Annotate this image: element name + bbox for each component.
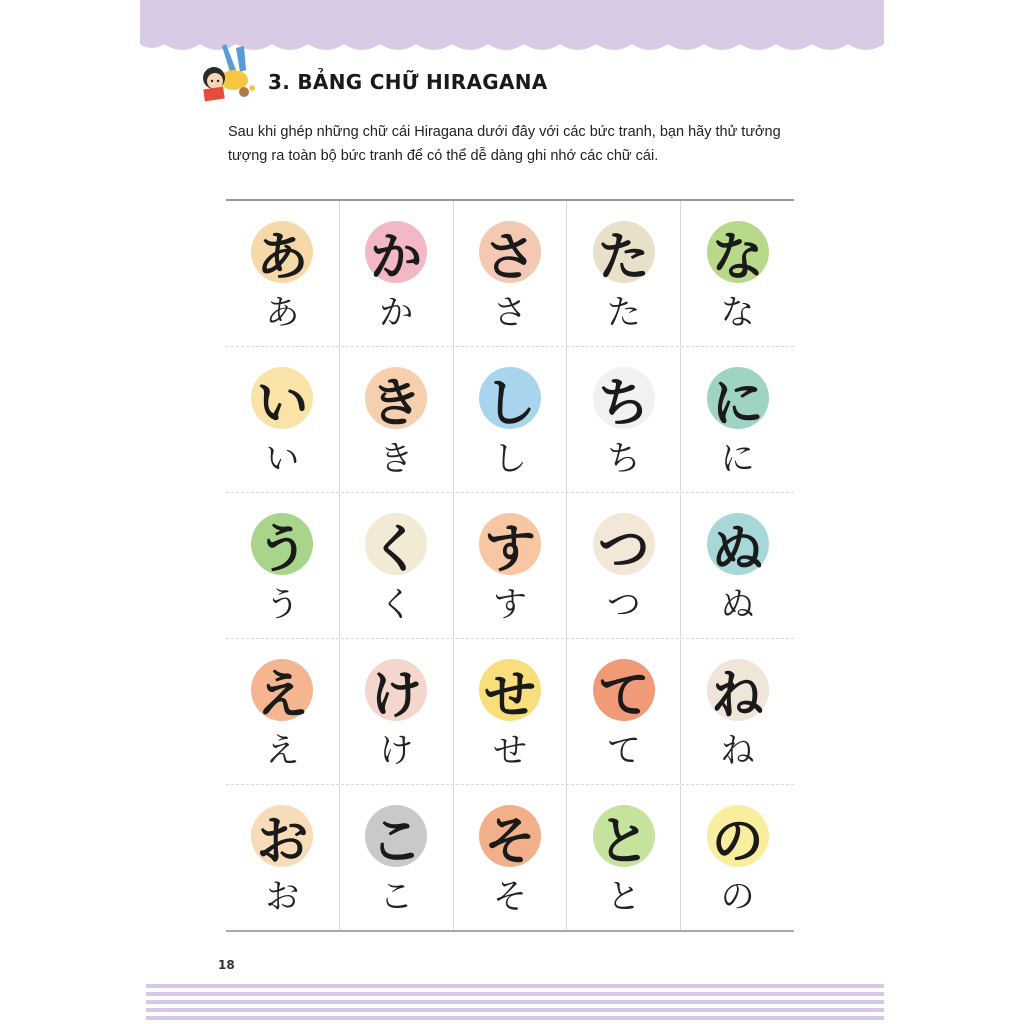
kana-cell [680, 201, 794, 346]
picture-kana-stroke: か [370, 226, 423, 288]
kana-cell [453, 785, 567, 930]
picture-kana-stroke: あ [256, 226, 309, 288]
ki-kimono-picture [359, 361, 433, 435]
sa-couple-picture [473, 215, 547, 289]
picture-kana-stroke: お [256, 810, 309, 872]
picture-kana-stroke: せ [483, 664, 536, 726]
picture-kana-stroke: に [711, 372, 764, 434]
kana-label: せ [492, 731, 527, 771]
kana-label: ち [606, 439, 641, 479]
to-rabbit-picture [587, 799, 661, 873]
picture-kana-stroke: え [256, 664, 309, 726]
o-person-picture [245, 799, 319, 873]
se-sun-picture [473, 653, 547, 727]
kana-label: そ [492, 877, 527, 917]
picture-kana-stroke: そ [483, 810, 536, 872]
kana-label: う [265, 585, 300, 625]
kana-cell [453, 639, 567, 784]
na-field-picture [701, 215, 775, 289]
i-cucumber-picture [245, 361, 319, 435]
picture-kana-stroke: こ [370, 810, 423, 872]
picture-kana-stroke: け [370, 664, 423, 726]
tsu-boot-picture [587, 507, 661, 581]
picture-kana-stroke: た [597, 226, 650, 288]
picture-kana-stroke: ぬ [711, 518, 764, 580]
kana-cell [566, 347, 680, 492]
footer-stripes [146, 982, 884, 1024]
kana-cell [680, 639, 794, 784]
table-row [226, 784, 794, 930]
kana-cell [226, 201, 339, 346]
ta-motorbike-picture [587, 215, 661, 289]
kana-label: つ [606, 585, 641, 625]
kana-label: お [265, 877, 300, 917]
kana-label: す [492, 585, 527, 625]
e-dancer-picture [245, 653, 319, 727]
picture-kana-stroke: つ [597, 518, 650, 580]
ko-elephant-picture [359, 799, 433, 873]
kana-cell [453, 201, 567, 346]
kana-label: な [720, 293, 755, 333]
u-circle-picture [245, 507, 319, 581]
kana-cell [566, 493, 680, 638]
kana-cell [566, 785, 680, 930]
ke-crab-picture [359, 653, 433, 727]
kana-cell [226, 785, 339, 930]
kana-label: た [606, 293, 641, 333]
picture-kana-stroke: て [597, 664, 650, 726]
section-title: 3. BẢNG CHỮ HIRAGANA [268, 70, 548, 94]
kana-label: て [606, 731, 641, 771]
kana-label: ね [720, 731, 755, 771]
kana-label: き [379, 439, 414, 479]
picture-kana-stroke: す [483, 518, 536, 580]
picture-kana-stroke: く [370, 518, 423, 580]
kana-cell [566, 201, 680, 346]
table-row [226, 638, 794, 784]
te-train-picture [587, 653, 661, 727]
picture-kana-stroke: い [256, 372, 309, 434]
chi-man-picture [587, 361, 661, 435]
su-clown-picture [473, 507, 547, 581]
picture-kana-stroke: ち [597, 372, 650, 434]
picture-kana-stroke: し [483, 372, 536, 434]
picture-kana-stroke: な [711, 226, 764, 288]
table-row [226, 346, 794, 492]
a-whale-picture [245, 215, 319, 289]
kana-cell [339, 785, 453, 930]
kana-cell [339, 347, 453, 492]
page-number: 18 [218, 958, 235, 972]
so-hotdog-picture [473, 799, 547, 873]
kana-cell [226, 347, 339, 492]
kana-label: か [379, 293, 414, 333]
kana-cell [680, 785, 794, 930]
no-circle-picture [701, 799, 775, 873]
kana-label: と [606, 877, 641, 917]
kana-label: け [379, 731, 414, 771]
hiragana-table [226, 199, 794, 932]
kana-cell [226, 639, 339, 784]
kana-label: ぬ [720, 585, 755, 625]
kana-label: こ [379, 877, 414, 917]
picture-kana-stroke: き [370, 372, 423, 434]
kana-cell [339, 493, 453, 638]
kana-label: く [379, 585, 414, 625]
picture-kana-stroke: ね [711, 664, 764, 726]
table-row [226, 201, 794, 346]
kana-cell [453, 347, 567, 492]
shi-fish-picture [473, 361, 547, 435]
ka-mosquito-picture [359, 215, 433, 289]
picture-kana-stroke: と [597, 810, 650, 872]
kana-label: あ [265, 293, 300, 333]
reading-child-icon [196, 42, 260, 108]
kana-label: い [265, 439, 300, 479]
picture-kana-stroke: の [711, 810, 764, 872]
kana-cell [226, 493, 339, 638]
kana-label: の [720, 877, 755, 917]
kana-label: し [492, 439, 527, 479]
intro-paragraph: Sau khi ghép những chữ cái Hiragana dưới đây với các bức tranh, bạn hãy thử tưởng tượng ra toàn bộ bức tranh để có thể dễ dàng ghi nhớ các chữ cái. [228, 124, 781, 164]
kana-cell [680, 493, 794, 638]
nu-bird-picture [701, 507, 775, 581]
kana-cell [453, 493, 567, 638]
kana-cell [566, 639, 680, 784]
kana-label: に [720, 439, 755, 479]
kana-cell [339, 639, 453, 784]
picture-kana-stroke: う [256, 518, 309, 580]
book-page [140, 0, 884, 1024]
ku-cushion-picture [359, 507, 433, 581]
kana-cell [680, 347, 794, 492]
kana-cell [339, 201, 453, 346]
table-row [226, 492, 794, 638]
kana-label: え [265, 731, 300, 771]
picture-kana-stroke: さ [483, 226, 536, 288]
ni-clownfish-picture [701, 361, 775, 435]
kana-label: さ [492, 293, 527, 333]
ne-cat-picture [701, 653, 775, 727]
